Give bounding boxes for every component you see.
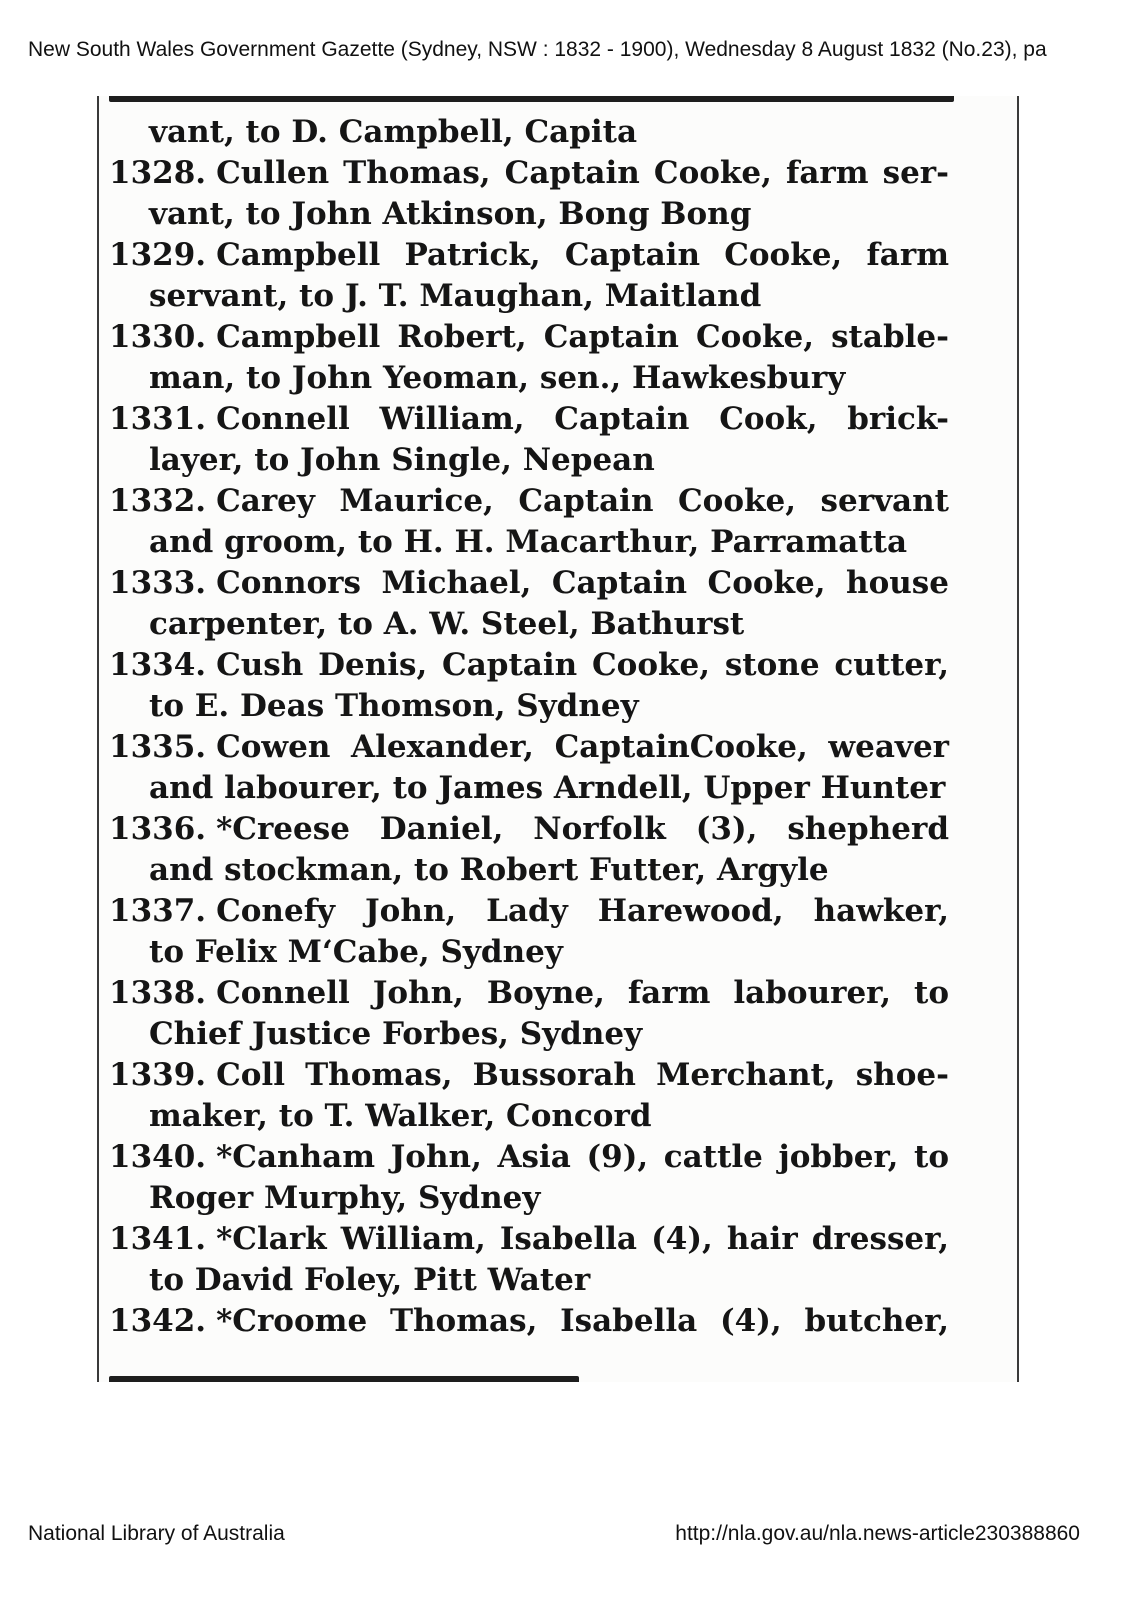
entry-text-continued: carpenter, to A. W. Steel, Bathurst — [149, 606, 745, 642]
entry-text-continued: to E. Deas Thomson, Sydney — [149, 688, 639, 724]
article-citation: New South Wales Government Gazette (Sydney, NSW : 1832 - 1900), Wednesday 8 August 1832 (No.23), pa — [28, 38, 1047, 61]
entry-number: 1332. — [109, 483, 207, 519]
entry-text: Connell William, Captain Cook, brick- — [216, 401, 949, 437]
entry-text-continued: Chief Justice Forbes, Sydney — [149, 1016, 643, 1052]
entry-text: Cowen Alexander, CaptainCooke, weaver — [216, 729, 949, 765]
entry-text-continued: Roger Murphy, Sydney — [149, 1180, 541, 1216]
newspaper-clipping — [97, 96, 1019, 1382]
entry-text: Campbell Robert, Captain Cooke, stable- — [216, 319, 949, 355]
assignment-list — [109, 112, 949, 1342]
list-item — [109, 1055, 949, 1137]
list-item — [109, 1219, 949, 1301]
article-url: http://nla.gov.au/nla.news-article230388860 — [675, 1522, 1080, 1545]
list-item — [109, 235, 949, 317]
entry-number: 1342. — [109, 1303, 207, 1339]
list-item — [109, 399, 949, 481]
list-item — [109, 563, 949, 645]
entry-number: 1340. — [109, 1139, 207, 1175]
entry-text: *Creese Daniel, Norfolk (3), shepherd — [216, 811, 949, 847]
entry-number: 1341. — [109, 1221, 207, 1257]
entry-text: Coll Thomas, Bussorah Merchant, shoe- — [216, 1057, 949, 1093]
entry-number: 1330. — [109, 319, 207, 355]
entry-text-continued: and labourer, to James Arndell, Upper Hunter — [149, 770, 946, 806]
entry-number: 1335. — [109, 729, 207, 765]
entry-text: Connell John, Boyne, farm labourer, to — [216, 975, 949, 1011]
entry-number: 1333. — [109, 565, 207, 601]
list-item — [109, 1301, 949, 1342]
entry-text-continued: servant, to J. T. Maughan, Maitland — [149, 278, 762, 314]
entry-text-continued: layer, to John Single, Nepean — [149, 442, 655, 478]
continued-line: vant, to D. Campbell, Capita — [149, 114, 638, 150]
entry-text: Cush Denis, Captain Cooke, stone cutter, — [216, 647, 949, 683]
entry-text: *Canham John, Asia (9), cattle jobber, to — [216, 1139, 949, 1175]
entry-text: Campbell Patrick, Captain Cooke, farm — [216, 237, 949, 273]
list-item — [109, 153, 949, 235]
list-item — [109, 645, 949, 727]
library-credit: National Library of Australia — [28, 1522, 285, 1545]
entry-number: 1339. — [109, 1057, 207, 1093]
entry-text-continued: to David Foley, Pitt Water — [149, 1262, 591, 1298]
entry-text: Carey Maurice, Captain Cooke, servant — [216, 483, 949, 519]
entry-number: 1328. — [109, 155, 207, 191]
entry-text: *Croome Thomas, Isabella (4), butcher, — [216, 1303, 949, 1339]
entry-text: *Clark William, Isabella (4), hair dresser, — [216, 1221, 949, 1257]
entry-text-continued: and groom, to H. H. Macarthur, Parramatta — [149, 524, 908, 560]
entry-number: 1337. — [109, 893, 207, 929]
list-item — [109, 727, 949, 809]
entry-text-continued: and stockman, to Robert Futter, Argyle — [149, 852, 829, 888]
entry-text-continued: man, to John Yeoman, sen., Hawkesbury — [149, 360, 846, 396]
list-item — [109, 1137, 949, 1219]
entry-text: Conefy John, Lady Harewood, hawker, — [216, 893, 949, 929]
list-item-continued — [109, 112, 949, 153]
list-item — [109, 317, 949, 399]
list-item — [109, 891, 949, 973]
cut-off-bottom-line — [109, 1376, 579, 1382]
entry-text: Connors Michael, Captain Cooke, house — [216, 565, 949, 601]
entry-number: 1336. — [109, 811, 207, 847]
entry-text-continued: maker, to T. Walker, Concord — [149, 1098, 652, 1134]
entry-text: Cullen Thomas, Captain Cooke, farm ser- — [216, 155, 949, 191]
entry-text-continued: vant, to John Atkinson, Bong Bong — [149, 196, 752, 232]
entry-text-continued: to Felix M‘Cabe, Sydney — [149, 934, 563, 970]
entry-number: 1331. — [109, 401, 207, 437]
entry-number: 1338. — [109, 975, 207, 1011]
list-item — [109, 973, 949, 1055]
entry-number: 1334. — [109, 647, 207, 683]
entry-number: 1329. — [109, 237, 207, 273]
list-item — [109, 809, 949, 891]
cut-off-top-line — [109, 96, 954, 102]
list-item — [109, 481, 949, 563]
